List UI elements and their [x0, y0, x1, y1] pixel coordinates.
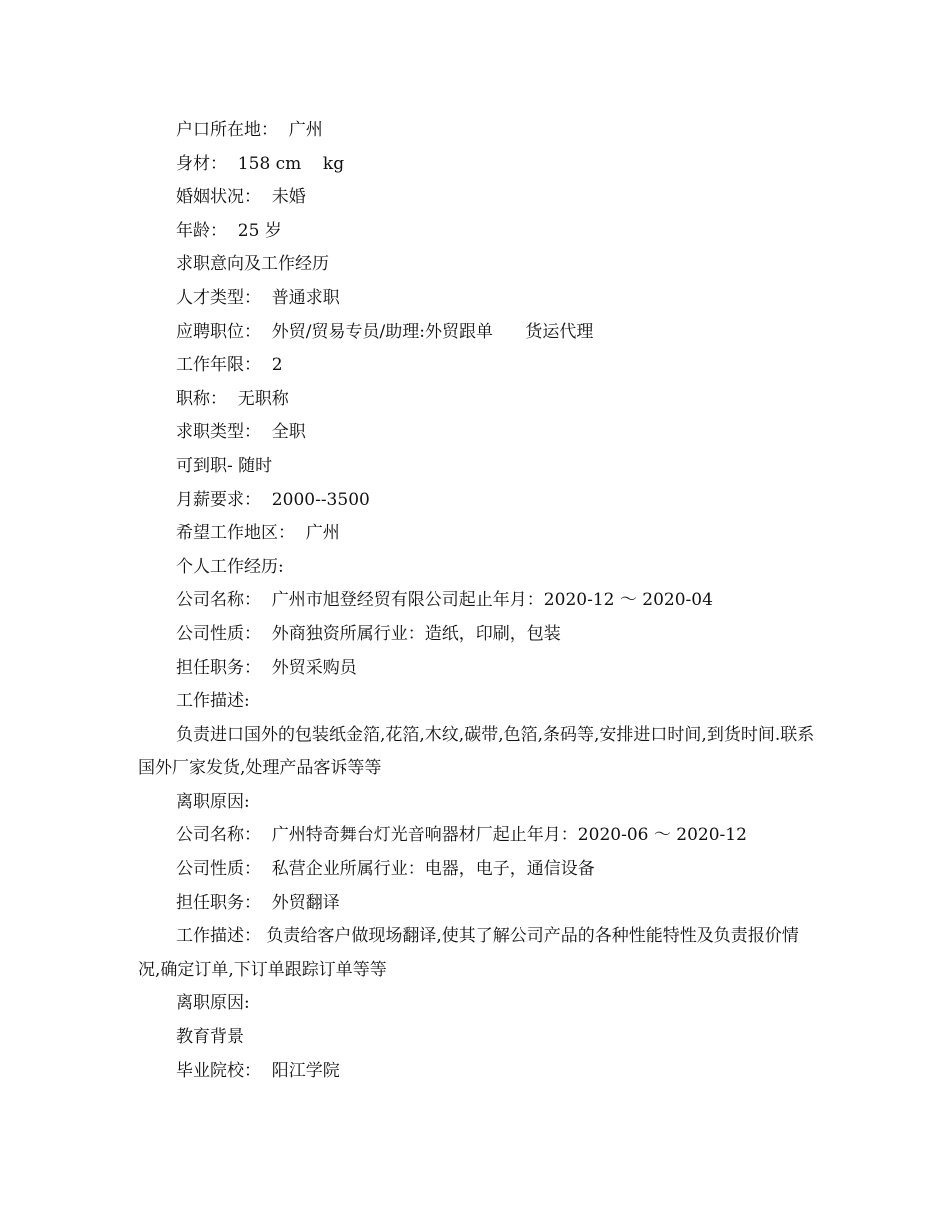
age-line: 年龄： 25 岁 [176, 220, 282, 241]
company2-leave-reason: 离职原因: [176, 993, 250, 1014]
talent-type-line: 人才类型： 普通求职 [176, 287, 340, 308]
marital-status-line: 婚姻状况： 未婚 [176, 187, 306, 208]
availability-line: 可到职- 随时 [176, 455, 273, 476]
job-type-line: 求职类型： 全职 [176, 422, 306, 443]
section-heading-work-history: 个人工作经历: [176, 556, 284, 577]
school-line: 毕业院校： 阳江学院 [176, 1060, 340, 1081]
work-years-line: 工作年限： 2 [176, 355, 283, 376]
company2-nature-line: 公司性质： 私营企业所属行业：电器，电子，通信设备 [176, 859, 595, 880]
desired-location-line: 希望工作地区： 广州 [176, 523, 340, 544]
body-size-line: 身材： 158 cm kg [176, 153, 345, 174]
section-heading-education: 教育背景 [176, 1027, 244, 1048]
title-line: 职称： 无职称 [176, 388, 289, 409]
company2-role-line: 担任职务： 外贸翻译 [176, 892, 340, 913]
company1-leave-reason: 离职原因: [176, 791, 250, 812]
company2-name-line: 公司名称： 广州特奇舞台灯光音响器材厂起止年月：2020-06 ～ 2020-12 [176, 825, 747, 846]
resume-content [138, 114, 818, 1088]
applied-position-line: 应聘职位： 外贸/贸易专员/助理:外贸跟单 货运代理 [176, 321, 594, 342]
company2-description: 工作描述： 负责给客户做现场翻译,使其了解公司产品的各种性能特性及负责报价情况,确定订单,下订单跟踪订单等等 [138, 926, 799, 980]
hukou-line: 户口所在地： 广州 [176, 120, 323, 140]
company1-role-line: 担任职务： 外贸采购员 [176, 657, 357, 678]
salary-line: 月薪要求： 2000--3500 [176, 489, 370, 510]
company1-nature-line: 公司性质： 外商独资所属行业：造纸，印刷，包装 [176, 623, 561, 644]
company1-description: 负责进口国外的包装纸金箔,花箔,木纹,碳带,色箔,条码等,安排进口时间,到货时间.联系国外厂家发货,处理产品客诉等等 [138, 724, 815, 779]
section-heading-job-intention: 求职意向及工作经历 [176, 254, 329, 275]
company1-desc-label: 工作描述: [176, 691, 250, 712]
company1-name-line: 公司名称： 广州市旭登经贸有限公司起止年月：2020-12 ～ 2020-04 [176, 590, 713, 611]
